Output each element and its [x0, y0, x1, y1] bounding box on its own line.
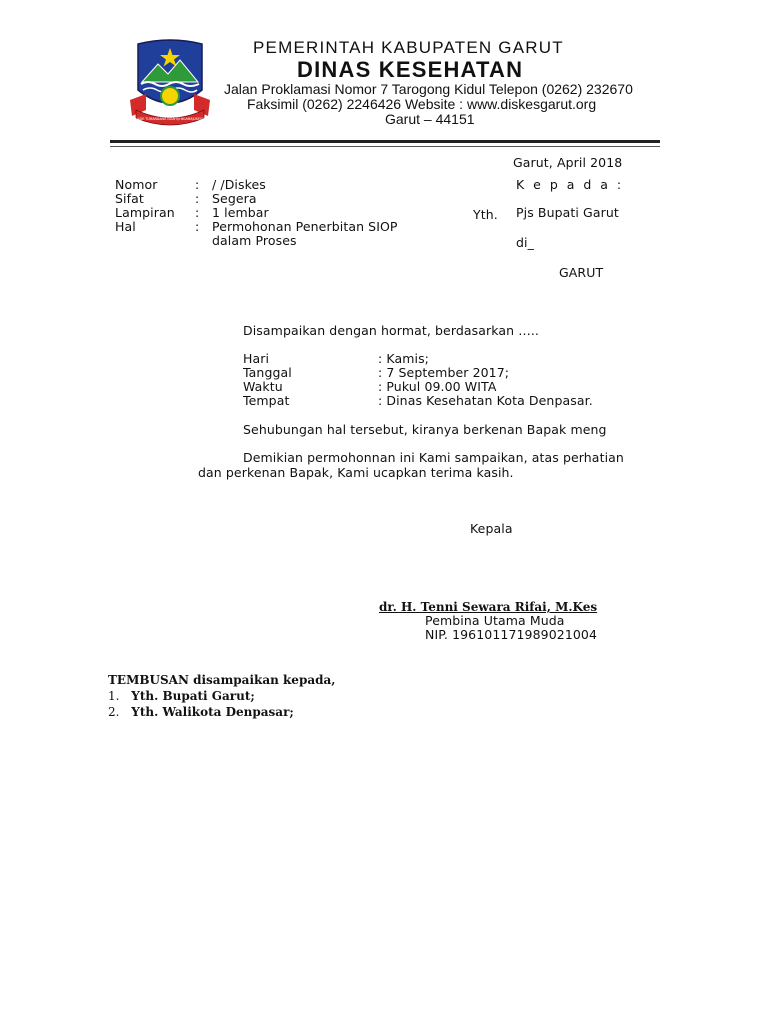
letterhead-divider-thin — [110, 146, 660, 147]
tembusan-item-text: Yth. Bupati Garut; — [131, 689, 255, 703]
garut-regency-emblem — [128, 38, 212, 128]
tembusan-item — [108, 689, 255, 703]
closing-line-1: Demikian permohonnan ini Kami sampaikan, atas perhatian — [243, 450, 624, 465]
meta-sifat-value: Segera — [212, 191, 257, 206]
meta-hal-label: Hal — [115, 219, 136, 234]
agency-city-postal: Garut – 44151 — [385, 111, 475, 127]
tembusan-heading-rest: disampaikan kepada, — [188, 673, 336, 687]
tembusan-item-text: Yth. Walikota Denpasar; — [131, 705, 294, 719]
signature-title: Kepala — [470, 521, 513, 536]
meta-lampiran-label: Lampiran — [115, 205, 175, 220]
meta-lampiran-value: 1 lembar — [212, 205, 269, 220]
detail-tempat-value: : Dinas Kesehatan Kota Denpasar. — [378, 393, 593, 408]
body-opening: Disampaikan dengan hormat, berdasarkan ….. — [243, 323, 539, 338]
tembusan-item-number: 1. — [108, 689, 120, 703]
tembusan-item-number: 2. — [108, 705, 120, 719]
tembusan-heading-bold: TEMBUSAN — [108, 673, 189, 687]
detail-hari-value: : Kamis; — [378, 351, 429, 366]
body-paragraph: Sehubungan hal tersebut, kiranya berkenan Bapak meng — [243, 422, 607, 437]
meta-hal-continuation: dalam Proses — [212, 233, 297, 248]
recipient-name: Pjs Bupati Garut — [516, 205, 619, 220]
recipient-yth: Yth. — [473, 207, 498, 222]
detail-hari-label: Hari — [243, 351, 270, 366]
meta-hal-colon: : — [195, 219, 200, 234]
meta-nomor-value: / /Diskes — [212, 177, 266, 192]
agency-fax-website: Faksimil (0262) 2246426 Website : www.diskesgarut.org — [247, 96, 597, 112]
agency-name: DINAS KESEHATAN — [297, 57, 524, 82]
signature-rank: Pembina Utama Muda — [425, 613, 565, 628]
detail-tanggal-value: : 7 September 2017; — [378, 365, 510, 380]
meta-sifat-colon: : — [195, 191, 200, 206]
signature-name: dr. H. Tenni Sewara Rifai, M.Kes — [379, 600, 598, 614]
recipient-city: GARUT — [559, 265, 604, 280]
detail-tanggal-label: Tanggal — [243, 365, 292, 380]
meta-hal-value: Permohonan Penerbitan SIOP — [212, 219, 398, 234]
letterhead-divider-thick — [110, 140, 660, 143]
detail-waktu-label: Waktu — [243, 379, 283, 394]
tembusan-item — [108, 705, 294, 719]
meta-lampiran-colon: : — [195, 205, 200, 220]
meta-nomor-label: Nomor — [115, 177, 158, 192]
tembusan-heading — [108, 673, 335, 687]
detail-tempat-label: Tempat — [243, 393, 290, 408]
detail-waktu-value: : Pukul 09.00 WITA — [378, 379, 497, 394]
place-date: Garut, April 2018 — [513, 155, 623, 170]
agency-address: Jalan Proklamasi Nomor 7 Tarogong Kidul Telepon (0262) 232670 — [224, 81, 633, 97]
signature-nip: NIP. 196101171989021004 — [425, 627, 598, 642]
meta-sifat-label: Sifat — [115, 191, 144, 206]
recipient-di: di_ — [516, 235, 534, 250]
svg-text:HADE TUMANDANG NGAHIJI NGAMAJU: HADE TUMANDANG NGAHIJI NGAMAJUKEUN — [135, 117, 205, 121]
government-name: PEMERINTAH KABUPATEN GARUT — [253, 38, 564, 57]
meta-nomor-colon: : — [195, 177, 200, 192]
recipient-kepada: K e p a d a : — [516, 177, 624, 192]
closing-line-2: dan perkenan Bapak, Kami ucapkan terima kasih. — [198, 465, 514, 480]
